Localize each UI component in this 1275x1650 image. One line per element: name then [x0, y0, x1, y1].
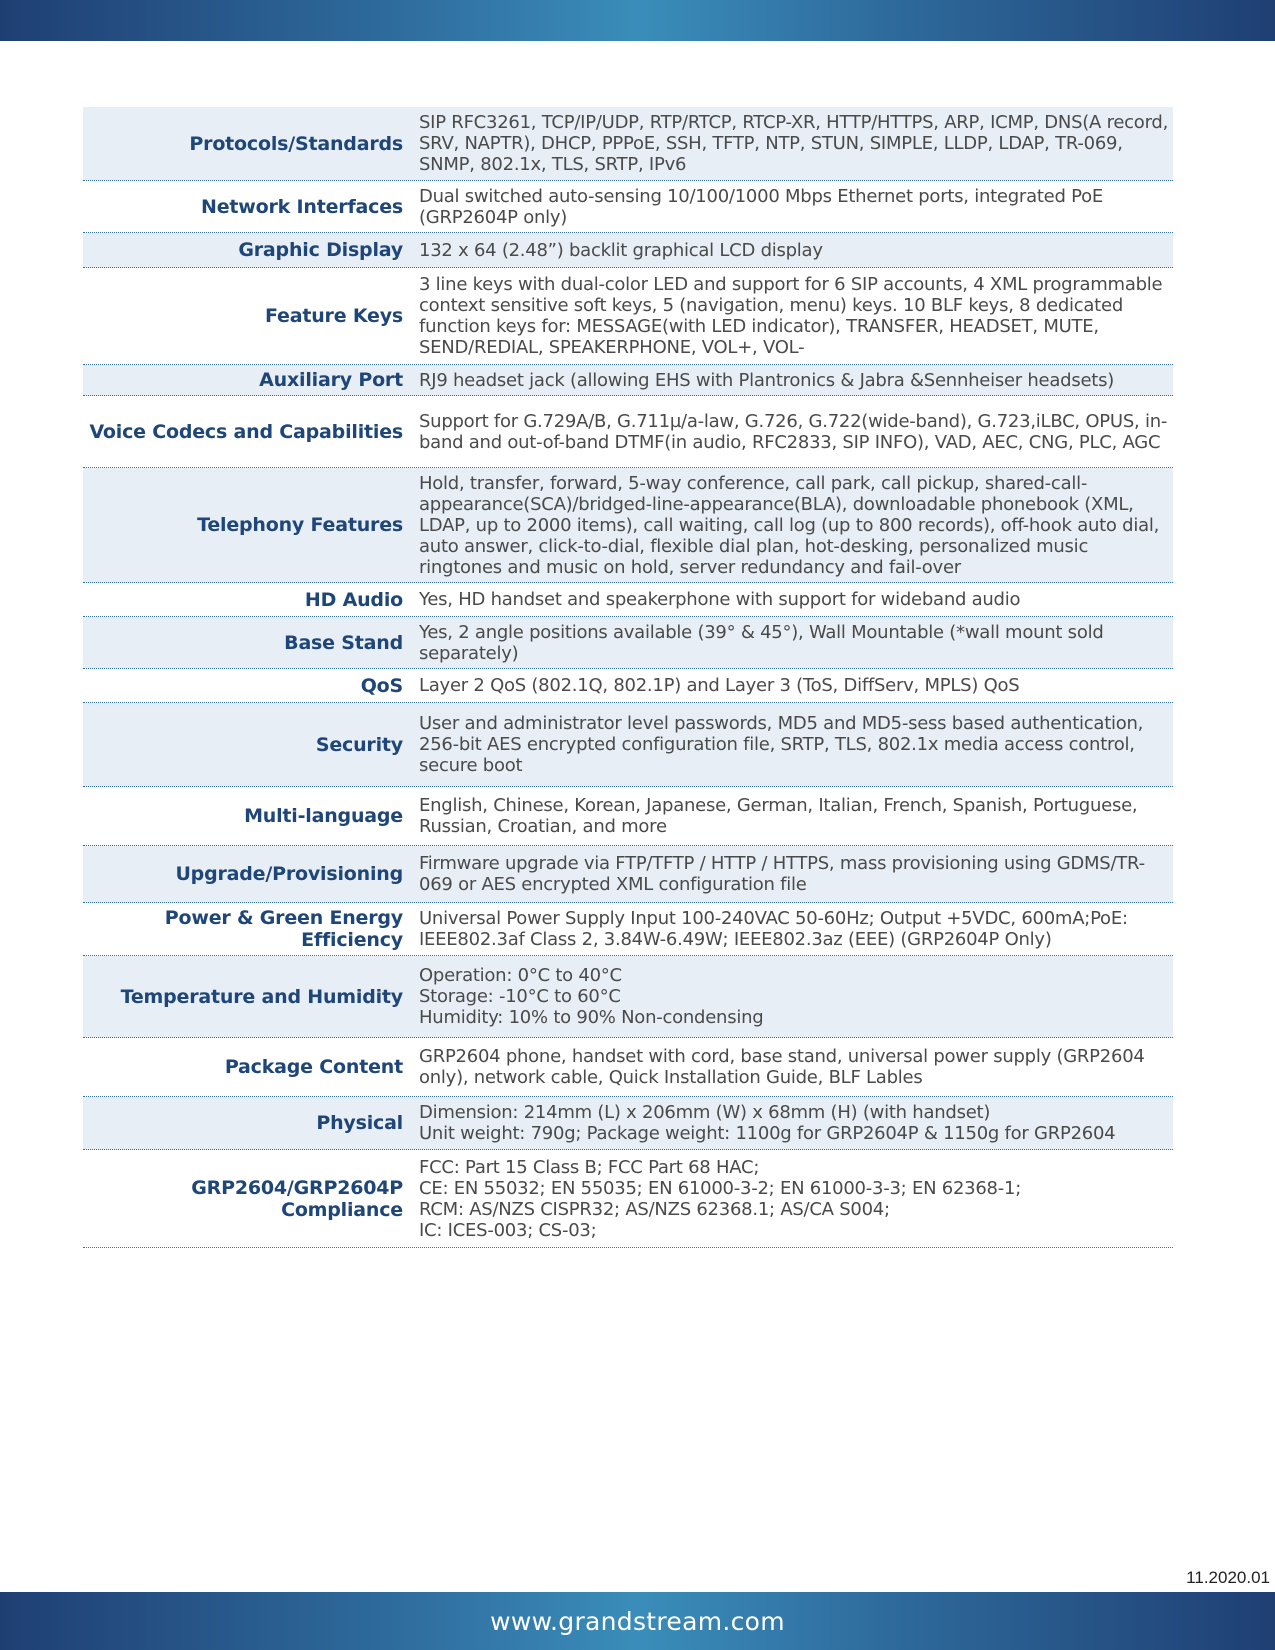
spec-label: Package Content	[224, 1056, 403, 1078]
spec-label: Auxiliary Port	[259, 369, 403, 391]
spec-value: RJ9 headset jack (allowing EHS with Plantronics & Jabra &Sennheiser headsets)	[419, 369, 1115, 391]
spec-label: Power & Green Energy Efficiency	[164, 907, 403, 951]
spec-value: GRP2604 phone, handset with cord, base stand, universal power supply (GRP2604 only), network cable, Quick Installation Guide, BLF Lables	[419, 1046, 1145, 1088]
spec-label: Security	[315, 733, 403, 756]
spec-value: Support for G.729A/B, G.711µ/a-law, G.726, G.722(wide-band), G.723,iLBC, OPUS, in- band and out-of-band DTMF(in audio, RFC2833, SIP INFO), VAD, AEC, CNG, PLC, AGC	[419, 410, 1168, 453]
spec-label: Base Stand	[284, 631, 403, 654]
document-version: 11.2020.01	[1186, 1568, 1270, 1587]
spec-label: Temperature and Humidity	[120, 985, 403, 1008]
spec-table	[83, 107, 1173, 1248]
spec-label: Feature Keys	[265, 305, 403, 327]
spec-row	[83, 617, 1173, 669]
spec-label: QoS	[360, 674, 403, 697]
spec-value: Firmware upgrade via FTP/TFTP / HTTP / HTTPS, mass provisioning using GDMS/TR-069 or AES encrypted XML configuration file	[419, 853, 1145, 895]
spec-value: SIP RFC3261, TCP/IP/UDP, RTP/RTCP, RTCP-XR, HTTP/HTTPS, ARP, ICMP, DNS(A record, SRV, NAPTR), DHCP, PPPoE, SSH, TFTP, NTP, STUN, SIMPLE, LLDP, LDAP, TR-069, SNMP, 802.1x, TLS, SRTP, IPv6	[419, 112, 1169, 175]
spec-row	[83, 268, 1173, 365]
spec-value: FCC: Part 15 Class B; FCC Part 68 HAC; CE: EN 55032; EN 55035; EN 61000-3-2; EN 61000-3-3; EN 62368-1; RCM: AS/NZS CISPR32; AS/NZS 62368.1; AS/CA S004; IC: ICES-003; CS-03;	[419, 1156, 1022, 1241]
spec-row	[83, 396, 1173, 468]
spec-row	[83, 669, 1173, 703]
footer-bar	[0, 1592, 1275, 1650]
spec-row	[83, 1150, 1173, 1248]
spec-row	[83, 956, 1173, 1038]
spec-value: Yes, 2 angle positions available (39° & 45°), Wall Mountable (*wall mount sold separately)	[419, 621, 1104, 664]
spec-label: Voice Codecs and Capabilities	[89, 420, 403, 443]
spec-row	[83, 787, 1173, 846]
spec-row	[83, 1038, 1173, 1097]
spec-row	[83, 703, 1173, 787]
spec-label: Protocols/Standards	[189, 132, 403, 155]
spec-value: User and administrator level passwords, MD5 and MD5-sess based authentication, 256-bit AES encrypted configuration file, SRTP, TLS, 802.1x media access control, secure boot	[419, 713, 1144, 776]
spec-row	[83, 903, 1173, 956]
spec-value: 132 x 64 (2.48”) backlit graphical LCD display	[419, 239, 823, 261]
spec-label: Multi-language	[244, 805, 403, 827]
spec-row	[83, 107, 1173, 181]
spec-row	[83, 583, 1173, 617]
spec-row	[83, 233, 1173, 268]
spec-label: HD Audio	[304, 588, 403, 611]
spec-label: GRP2604/GRP2604P Compliance	[191, 1176, 403, 1221]
spec-value: Yes, HD handset and speakerphone with support for wideband audio	[419, 589, 1021, 610]
spec-row	[83, 181, 1173, 233]
spec-label: Graphic Display	[238, 239, 403, 261]
spec-label: Telephony Features	[197, 514, 403, 536]
header-bar	[0, 0, 1275, 41]
spec-label: Upgrade/Provisioning	[175, 863, 403, 885]
spec-row	[83, 846, 1173, 903]
spec-value: Universal Power Supply Input 100-240VAC 50-60Hz; Output +5VDC, 600mA;PoE: IEEE802.3af Class 2, 3.84W-6.49W; IEEE802.3az (EEE) (GRP2604P Only)	[419, 908, 1128, 950]
spec-value: Operation: 0°C to 40°C Storage: -10°C to 60°C Humidity: 10% to 90% Non-condensing	[419, 965, 764, 1028]
spec-value: Layer 2 QoS (802.1Q, 802.1P) and Layer 3 (ToS, DiffServ, MPLS) QoS	[419, 675, 1020, 696]
spec-value: English, Chinese, Korean, Japanese, German, Italian, French, Spanish, Portuguese, Russian, Croatian, and more	[419, 795, 1138, 837]
spec-row	[83, 365, 1173, 396]
spec-label: Network Interfaces	[201, 195, 403, 218]
spec-value: Dimension: 214mm (L) x 206mm (W) x 68mm (H) (with handset) Unit weight: 790g; Package weight: 1100g for GRP2604P & 1150g for GRP2604	[419, 1102, 1116, 1144]
spec-value: Dual switched auto-sensing 10/100/1000 Mbps Ethernet ports, integrated PoE (GRP2604P only)	[419, 185, 1103, 228]
spec-value: 3 line keys with dual-color LED and support for 6 SIP accounts, 4 XML programmable context sensitive soft keys, 5 (navigation, menu) keys. 10 BLF keys, 8 dedicated function keys for: MESSAGE(with LED indicator), TRANSFER, HEADSET, MUTE, SEND/REDIAL, SPEAKERPHONE, VOL+, VOL-	[419, 274, 1163, 358]
spec-label: Physical	[316, 1112, 403, 1134]
spec-row	[83, 1097, 1173, 1150]
spec-value: Hold, transfer, forward, 5-way conference, call park, call pickup, shared-call-appearance(SCA)/bridged-line-appearance(BLA), downloadable phonebook (XML, LDAP, up to 2000 items), call waiting, call log (up to 800 records), off-hook auto dial, auto answer, click-to-dial, flexible dial plan, hot-desking, personalized music ringtones and music on hold, server redundancy and fail-over	[419, 472, 1160, 578]
website-url: www.grandstream.com	[490, 1606, 785, 1636]
spec-row	[83, 468, 1173, 583]
